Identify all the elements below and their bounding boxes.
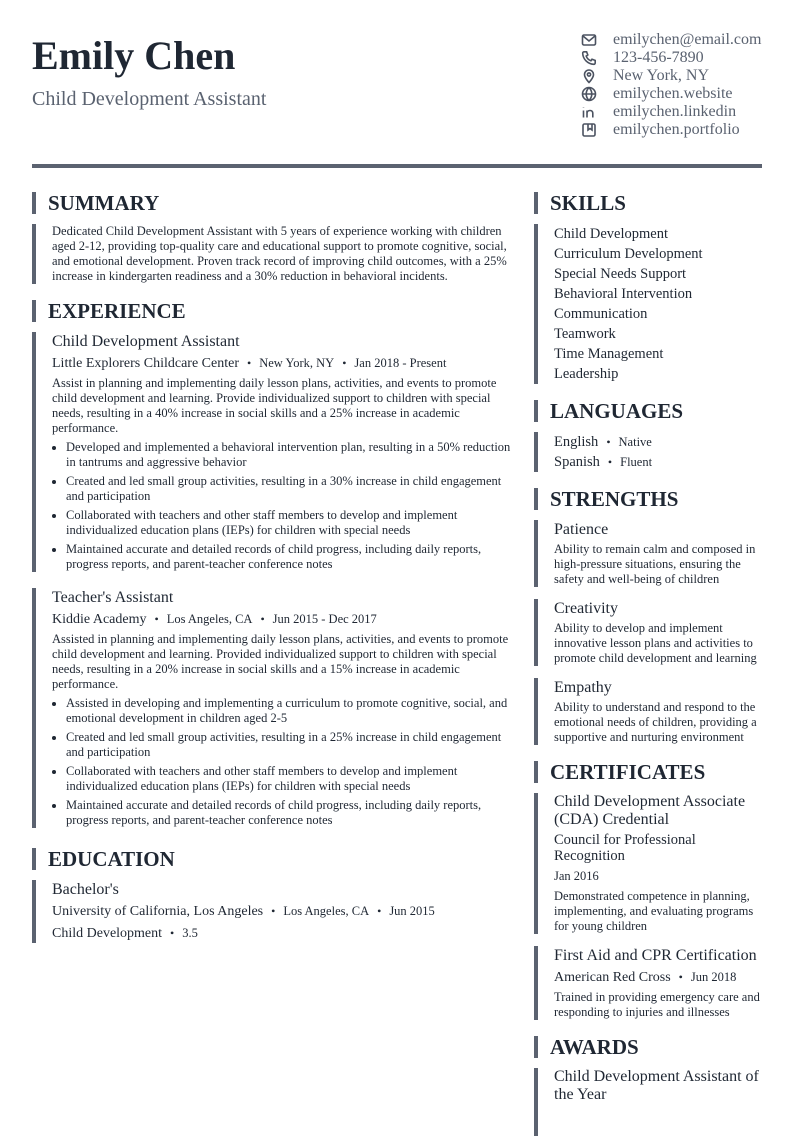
contact-email-text: emilychen@email.com [613,31,762,48]
strengths-heading: STRENGTHS [534,488,766,510]
globe-icon [580,85,598,103]
list-item: • Collaborated with teachers and other staff members to develop and implement individualized education plans (IEPs) for children with special needs [66,764,512,794]
education-heading: EDUCATION [32,848,512,870]
contact-website[interactable] [580,85,780,103]
strength-text: Ability to develop and implement innovative lesson plans and activities to promote child development and learning [554,621,757,665]
award-title: Child Development Assistant of the Year [554,1068,759,1103]
skill-item: Special Needs Support [554,266,687,282]
summary-text: Dedicated Child Development Assistant with 5 years of experience working with children aged 2-12, providing top-quality care and educational support to promote cognitive, social, and emotional development. Proven track record of improving child outcomes, with a 25% increase in kindergarten readiness and a 30% reduction in behavioral incidents. [52,224,507,283]
certificate-date: Jun 2018 [690,970,737,984]
job-bullets [52,440,512,572]
language-name: Spanish [554,454,600,470]
skill-item: Behavioral Intervention [554,286,693,302]
job-company: Kiddie Academy [52,612,147,627]
strength-item [534,678,766,745]
job-description: Assist in planning and implementing daily lesson plans, activities, and events to promote child development and learning. Provide individualized support to children with special needs, resulting in a 40% increase in social skills and a 25% increase in academic performance. [52,376,497,435]
award-item [534,1068,766,1136]
job-location: Los Angeles, CA [166,612,253,626]
list-item: • Created and led small group activities, resulting in a 30% increase in child engagement and participation [66,474,512,504]
certificate-text: Trained in providing emergency care and responding to injuries and illnesses [554,990,760,1019]
certificate-issuer: American Red Cross [554,970,671,985]
list-item: • Maintained accurate and detailed records of child progress, including daily reports, progress reports, and parent-teacher conference notes [66,798,512,828]
education-field: Child Development [52,926,163,941]
contact-portfolio-text: emilychen.portfolio [613,121,740,138]
strength-item [534,520,766,587]
job-description: Assisted in planning and implementing daily lesson plans, activities, and events to promote child development and learning. Provided individualized support to children with special needs, resulting in a 20% increase in social skills and a 15% increase in academic performance. [52,632,509,691]
candidate-role: Child Development Assistant [32,88,267,110]
strength-item [534,599,766,666]
contact-linkedin-text: emilychen.linkedin [613,103,737,120]
job-title: Teacher's Assistant [52,589,174,606]
left-column [32,192,512,946]
certificate-date: Jan 2016 [554,869,599,883]
contact-portfolio[interactable] [580,121,780,139]
contact-linkedin[interactable] [580,103,780,121]
certificate-meta: American Red Cross • Jun 2018 [554,970,737,985]
job-meta: Kiddie Academy • Los Angeles, CA • Jun 2015 - Dec 2017 [52,612,377,627]
skills-heading: SKILLS [534,192,766,214]
portfolio-icon [580,121,598,139]
job-title: Child Development Assistant [52,333,240,350]
languages-heading: LANGUAGES [534,400,766,422]
job-company: Little Explorers Childcare Center [52,356,239,371]
job-location: New York, NY [259,356,335,370]
certificate-title: Child Development Associate (CDA) Credential [554,793,746,828]
education-degree: Bachelor's [52,881,119,898]
strength-text: Ability to remain calm and composed in high-pressure situations, ensuring the safety and well-being of children [554,542,756,586]
skills-section [534,224,766,384]
experience-entry [32,332,512,572]
language-level: Native [618,435,652,449]
linkedin-icon [580,103,598,121]
location-pin-icon [580,67,598,85]
education-date: Jun 2015 [389,904,435,918]
phone-icon [580,49,598,67]
list-item: • Assisted in developing and implementing a curriculum to promote cognitive, social, and emotional development in children aged 2-5 [66,696,512,726]
strength-title: Empathy [554,679,612,696]
awards-heading: AWARDS [534,1036,766,1058]
summary-section [32,224,512,284]
contact-phone[interactable] [580,49,780,67]
list-item: • Maintained accurate and detailed records of child progress, including daily reports, progress reports, and parent-teacher conference notes [66,542,512,572]
education-meta: University of California, Los Angeles • Los Angeles, CA • Jun 2015 [52,904,435,919]
job-dates: Jan 2018 - Present [354,356,447,370]
language-name: English [554,434,599,450]
job-meta: Little Explorers Childcare Center • New York, NY • Jan 2018 - Present [52,356,447,371]
education-entry [32,880,512,943]
experience-heading: EXPERIENCE [32,300,512,322]
job-bullets [52,696,512,828]
skill-item: Communication [554,306,648,322]
contact-email[interactable] [580,31,780,49]
header-divider [32,164,762,168]
list-item: • Created and led small group activities, resulting in a 25% increase in child engagement and participation [66,730,512,760]
contact-location [580,67,780,85]
contact-website-text: emilychen.website [613,85,733,102]
language-level: Fluent [620,455,653,469]
education-gpa: 3.5 [182,926,198,940]
skill-item: Leadership [554,366,619,382]
language-item: English • Native [554,434,652,450]
contact-phone-text: 123-456-7890 [613,49,704,66]
certificate-issuer: Council for Professional Recognition [554,832,696,864]
certificate-text: Demonstrated competence in planning, implementing, and evaluating programs for young children [554,889,754,933]
right-column [534,192,766,1136]
candidate-name: Emily Chen [32,33,236,78]
job-dates: Jun 2015 - Dec 2017 [272,612,377,626]
education-school: University of California, Los Angeles [52,904,264,919]
strength-title: Patience [554,521,609,538]
contact-location-text: New York, NY [613,67,710,84]
list-item: • Collaborated with teachers and other staff members to develop and implement individualized education plans (IEPs) for children with special needs [66,508,512,538]
languages-section [534,432,766,472]
skill-item: Time Management [554,346,664,362]
certificate-item [534,793,766,934]
summary-heading: SUMMARY [32,192,512,214]
education-field-line: Child Development • 3.5 [52,926,198,941]
skill-item: Teamwork [554,326,616,342]
strength-title: Creativity [554,600,618,617]
experience-entry [32,588,512,828]
certificates-heading: CERTIFICATES [534,761,766,783]
certificate-item [534,946,766,1020]
certificate-title: First Aid and CPR Certification [554,947,757,964]
strength-text: Ability to understand and respond to the emotional needs of children, providing a supportive and nurturing environment [554,700,757,744]
education-location: Los Angeles, CA [283,904,370,918]
contact-list [580,31,780,139]
skill-item: Child Development [554,226,668,242]
mail-icon [580,31,598,49]
skill-item: Curriculum Development [554,246,703,262]
list-item: • Developed and implemented a behavioral intervention plan, resulting in a 50% reduction in tantrums and aggressive behavior [66,440,512,470]
language-item: Spanish • Fluent [554,454,653,470]
